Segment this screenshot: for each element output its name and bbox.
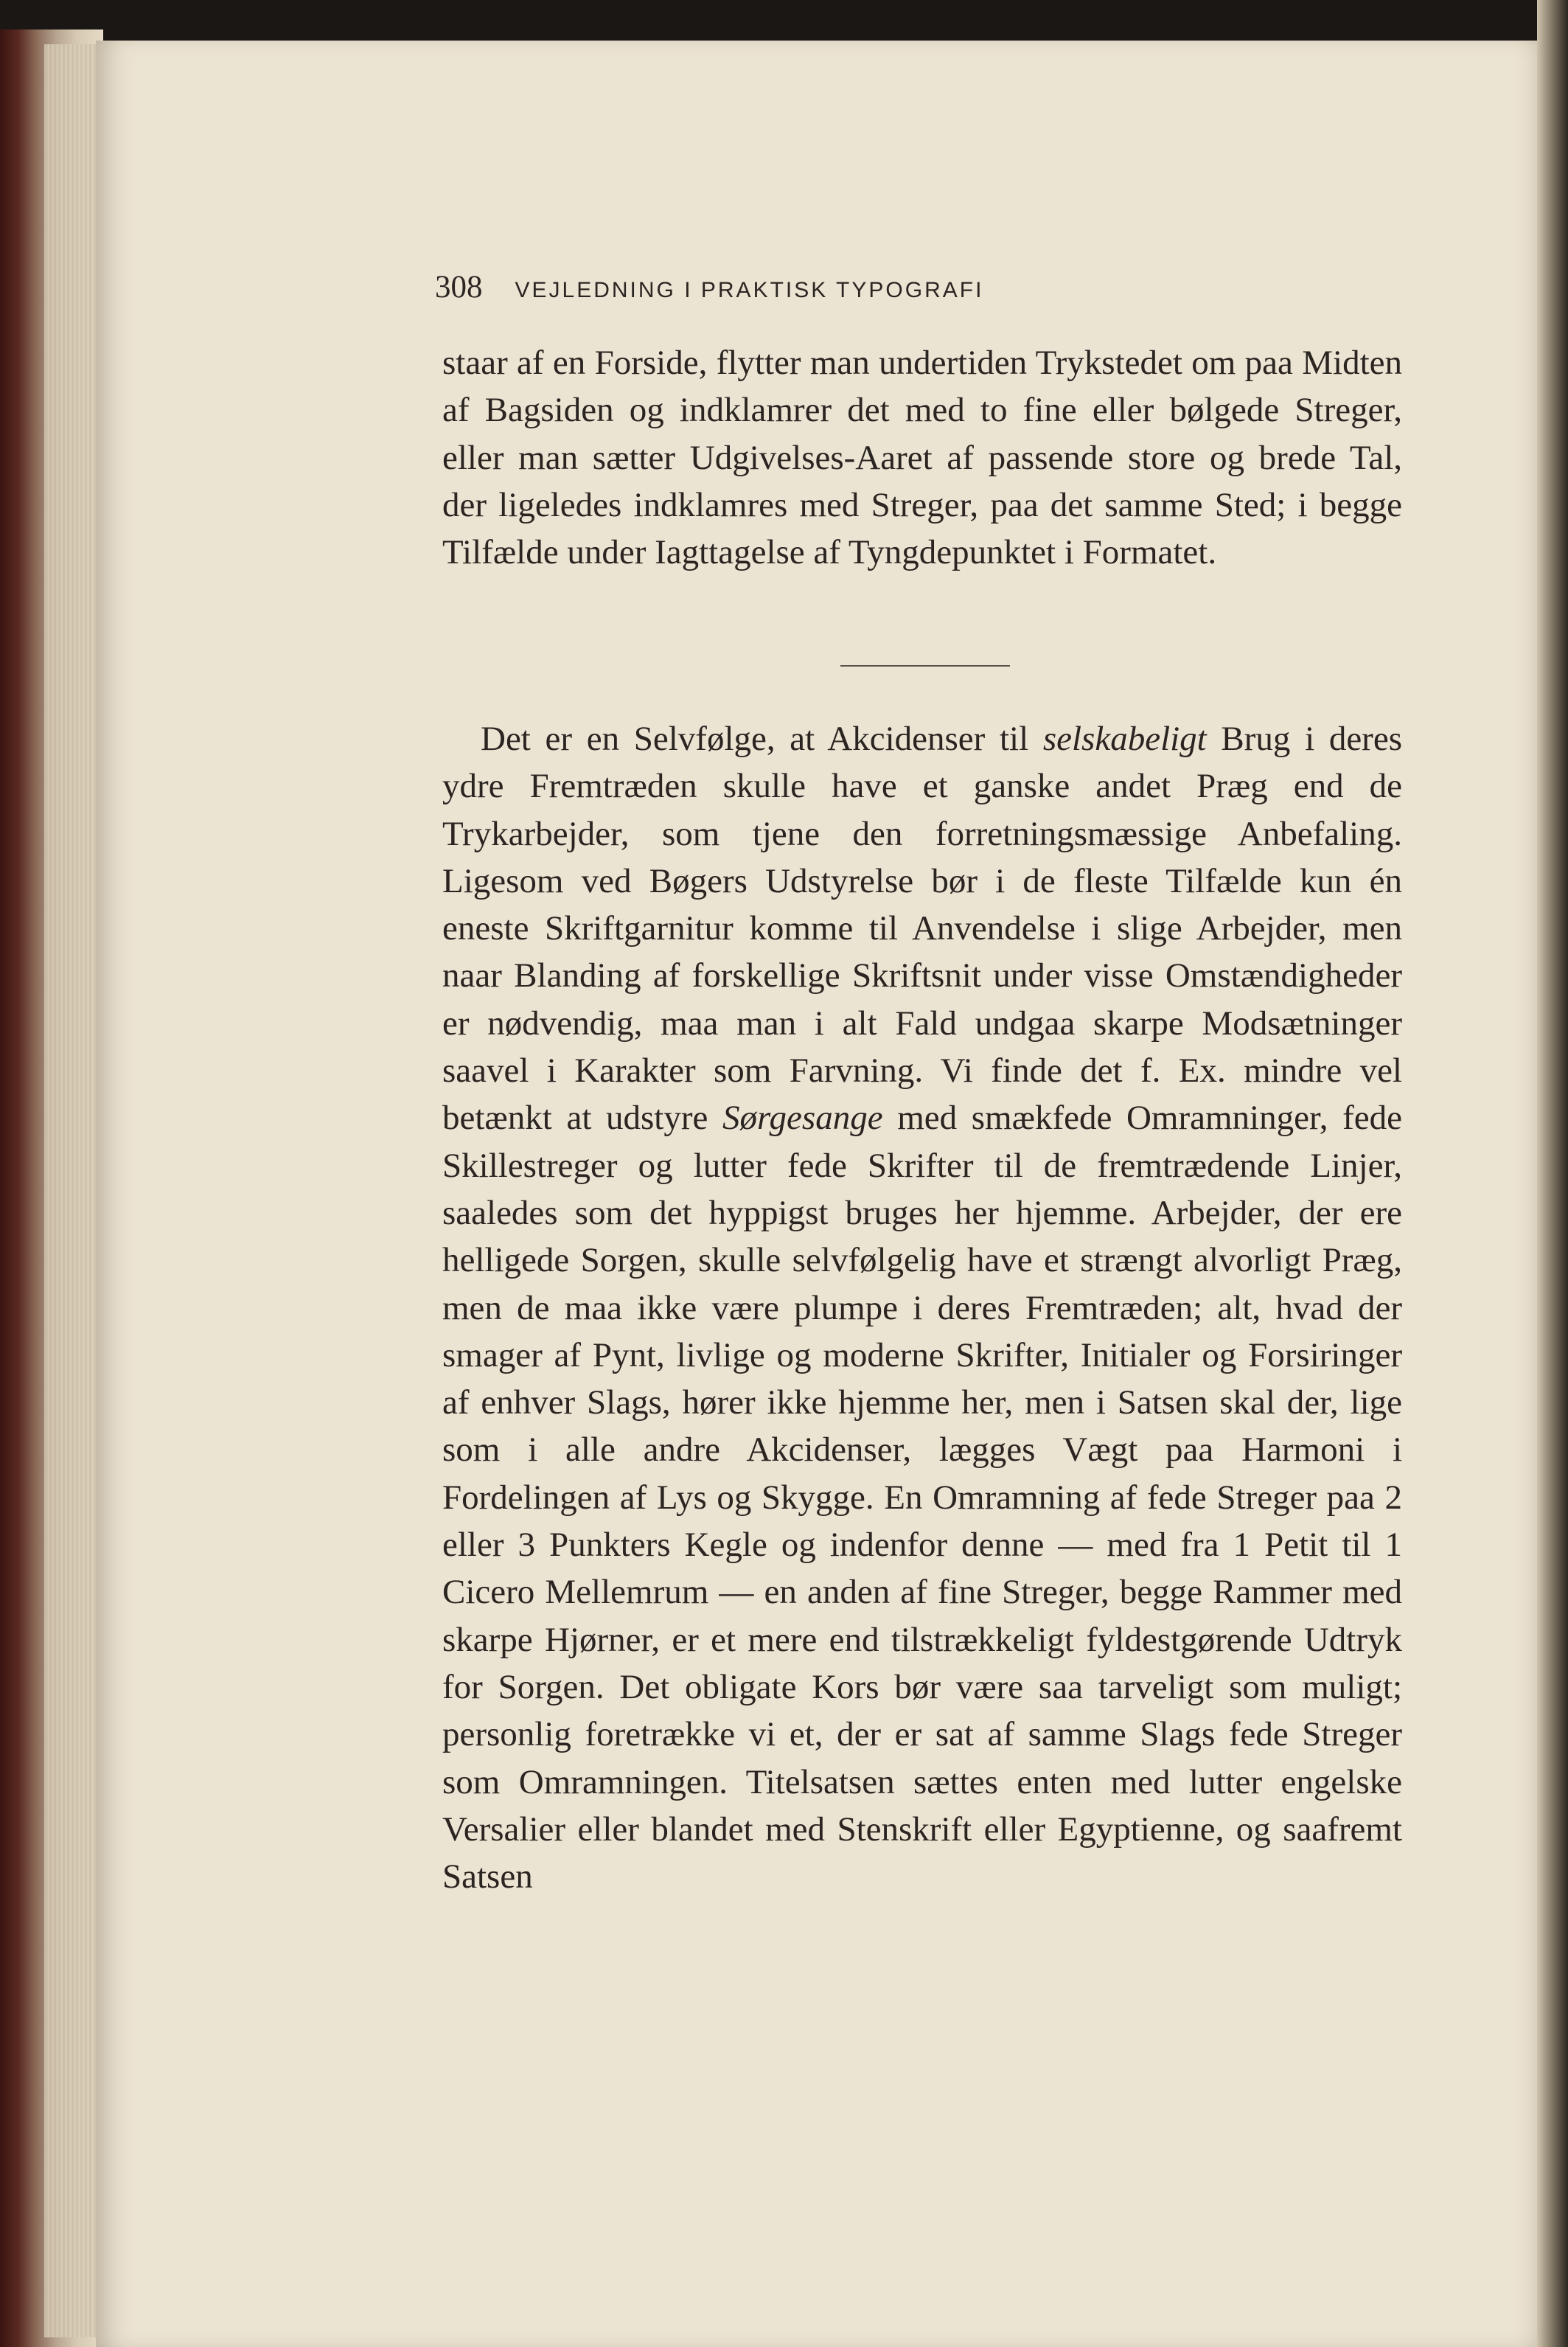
right-page-edge: [1537, 0, 1568, 2347]
page-number: 308: [435, 270, 483, 305]
italic-term-selskabeligt: selskabeligt: [1042, 720, 1207, 758]
text-run: med smækfede Omramninger, fede Skillestreger og lutter fede Skrifter til de fremtrædende Linjer, saaledes som det hyppigst bruges her hjemme. Arbejder, der ere helligede Sorgen, skulle selvfølgelig have et strængt alvorligt Præg, men de maa ikke være plumpe i deres Fremtræden; alt, hvad der smager af Pynt, livlige og moderne Skrifter, Initialer og Forsiringer af enhver Slags, hører ikke hjemme her, men i Satsen skal der, lige som i alle andre Akcidenser, lægges Vægt paa Harmoni i Fordelingen af Lys og Skygge. En Omramning af fede Streger paa 2 eller 3 Punkters Kegle og indenfor denne — med fra 1 Petit til 1 Cicero Mellemrum — en anden af fine Streger, begge Rammer med skarpe Hjørner, er et mere end tilstrækkeligt fyldestgørende Udtryk for Sorgen. Det obligate Kors bør være saa tarveligt som muligt; personlig foretrække vi et, der er sat af samme Slags fede Streger som Omramningen. Titelsatsen sættes enten med lutter engelske Versalier eller blandet med Stenskrift eller Egyptienne, og saafremt Satsen: [442, 1099, 1402, 1896]
section-divider: [840, 665, 1010, 667]
paragraph-continued: [442, 339, 1402, 576]
running-head: VEJLEDNING I PRAKTISK TYPOGRAFI: [515, 278, 984, 302]
paragraph-text: [442, 715, 1402, 1900]
text-run: Det er en Selvfølge, at Akcidenser til: [481, 720, 1043, 758]
italic-term-sorgesange: Sørgesange: [722, 1099, 883, 1138]
paragraph-new-section: [442, 715, 1402, 1900]
page-header: [435, 269, 1401, 313]
page-stack-edges: [44, 44, 103, 2337]
paragraph-text: staar af en Forside, flytter man undertiden Trykstedet om paa Midten af Bagsiden og indklamrer det med to fine eller bølgede Streger, eller man sætter Udgivelses-Aaret af passende store og brede Tal, der ligeledes indklamres med Streger, paa det samme Sted; i begge Tilfælde under Iagttagelse af Tyngdepunktet i Formatet.: [442, 344, 1402, 572]
text-run: Brug i deres ydre Fremtræden skulle have et ganske andet Præg end de Trykarbejder, som tjene den forretningsmæssige Anbefaling. Ligesom ved Bøgers Udstyrelse bør i de fleste Tilfælde kun én eneste Skriftgarnitur komme til Anvendelse i slige Arbejder, men naar Blanding af forskellige Skriftsnit under visse Omstændigheder er nødvendig, maa man i alt Fald undgaa skarpe Modsætninger saavel i Karakter som Farvning. Vi finde det f. Ex. mindre vel betænkt at udstyre: [442, 720, 1402, 1138]
